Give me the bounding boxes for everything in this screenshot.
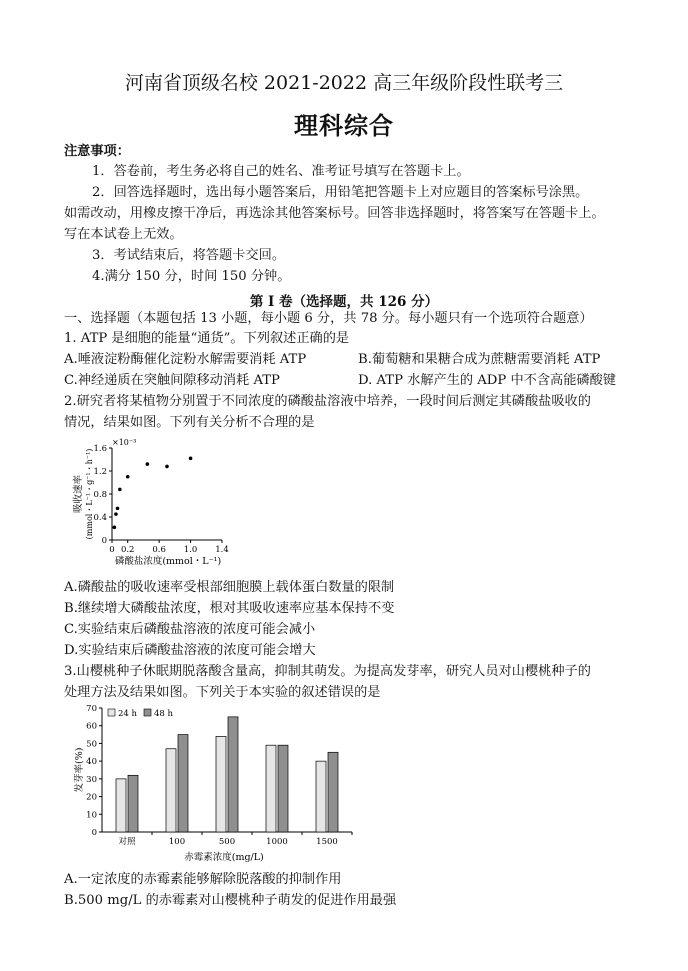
chart2-x-tick-label: 1000 [266,837,288,847]
notice-line-4: 4.满分 150 分，时间 150 分钟。 [92,269,291,284]
notice-line-1: 1．答卷前，考生务必将自己的姓名、准考证号填写在答题卡上。 [92,164,470,179]
chart1-y-tick-label: 1.6 [93,444,107,454]
chart2-y-tick-label: 0 [91,828,97,838]
chart2-bar [116,779,126,832]
chart1-y-tick-label: 1.2 [93,467,107,477]
q2-stem-1: 2.研究者将某植物分别置于不同浓度的磷酸盐溶液中培养，一段时间后测定其磷酸盐吸收的 [64,394,591,409]
chart1-y-tick-label: 0.4 [93,513,107,523]
chart2-bars [116,717,338,832]
exam-title: 河南省顶级名校 2021-2022 高三年级阶段性联考三 [124,72,564,94]
chart1-data-point [118,488,122,492]
chart2-x-ticks [118,832,352,847]
chart2-bar [278,745,288,832]
q2-option-b: B.继续增大磷酸盐浓度，根对其吸收速率应基本保持不变 [64,601,395,616]
q1-option-b: B.葡萄糖和果糖合成为蔗糖需要消耗 ATP [358,352,601,367]
legend-swatch-24h [108,709,115,716]
q3-option-b: B.500 mg/L 的赤霉素对山樱桃种子萌发的促进作用最强 [64,893,397,908]
section-1-intro: 一、选择题（本题包括 13 小题，每小题 6 分，共 78 分。每小题只有一个选项符合题意） [64,311,593,326]
chart2-axes [102,708,352,832]
chart1-x-tick-label: 1.4 [215,545,229,555]
q2-option-d: D.实验结束后磷酸盐溶液的浓度可能会增大 [64,643,316,658]
q2-option-c: C.实验结束后磷酸盐溶液的浓度可能会减小 [64,622,316,637]
chart1-x-tick-label: 1.0 [183,545,198,555]
q1-option-c: C.神经递质在突触间隙移动消耗 ATP [64,373,280,388]
section-1-title: 第 I 卷（选择题，共 126 分） [249,294,439,310]
chart1-points [113,457,193,530]
phosphate-uptake-chart [70,436,240,568]
chart2-y-tick-label: 10 [86,810,97,821]
chart1-data-point [189,457,193,461]
q2-stem-2: 情况，结果如图。下列有关分析不合理的是 [64,415,315,430]
legend-label-24h: 24 h [118,709,137,719]
chart2-x-tick-label: 1500 [316,837,338,847]
chart1-data-point [126,475,130,479]
chart1-axes [112,448,222,540]
chart2-bar [316,761,326,832]
chart2-bar [266,745,276,832]
chart2-bar [178,735,188,832]
legend-swatch-48h [144,709,151,716]
chart1-y-ticks [93,444,112,546]
q1-option-d: D. ATP 水解产生的 ADP 中不含高能磷酸键 [358,373,616,388]
chart2-y-tick-label: 50 [86,739,97,750]
chart1-x-tick-label: 0.2 [120,545,135,555]
chart2-bar [328,752,338,832]
chart2-y-tick-label: 30 [86,774,97,785]
chart2-bar [166,749,176,832]
q3-option-a: A.一定浓度的赤霉素能够解除脱落酸的抑制作用 [64,872,342,887]
chart2-x-tick-label: 100 [168,837,186,847]
chart1-y-tick-label: 0 [101,536,107,546]
chart1-ylabel: 吸收速率 [73,474,84,514]
chart1-x-ticks [109,540,228,555]
subject-title: 理科综合 [294,111,394,140]
chart1-data-point [146,462,150,466]
chart1-data-point [113,526,117,530]
chart2-legend [108,709,174,719]
chart2-y-tick-label: 40 [86,757,97,768]
legend-label-48h: 48 h [154,709,173,719]
chart1-y-tick-label: 0.8 [93,490,107,500]
chart2-bar [216,736,226,832]
notice-line-2a: 2．回答选择题时，选出每小题答案后，用铅笔把答题卡上对应题目的答案标号涂黑。 [92,185,589,200]
germination-rate-chart [74,700,370,870]
chart2-y-tick-label: 70 [86,704,97,714]
chart1-data-point [116,507,120,511]
notice-line-3: 3．考试结束后，将答题卡交回。 [92,248,286,263]
chart1-data-point [114,512,118,516]
chart2-y-tick-label: 60 [86,721,97,732]
chart2-bar [128,775,138,832]
chart2-y-ticks [86,704,102,838]
notice-line-2b: 如需改动，用橡皮擦干净后，再选涂其他答案标号。回答非选择题时，将答案写在答题卡上。 [64,206,605,221]
chart1-x-tick-label: 0.6 [152,545,166,555]
q1-option-a: A.唾液淀粉酶催化淀粉水解需要消耗 ATP [64,352,307,367]
chart1-x-tick-label: 0 [109,545,115,555]
chart2-x-tick-label: 对照 [118,837,136,847]
chart2-x-tick-label: 500 [218,837,236,847]
chart1-data-point [165,465,169,469]
notice-heading: 注意事项： [64,144,130,159]
chart1-ylabel-unit: (mmol・L⁻¹・g⁻¹・h⁻¹) [85,448,94,540]
chart2-y-tick-label: 20 [86,792,97,803]
q2-option-a: A.磷酸盐的吸收速率受根部细胞膜上载体蛋白数量的限制 [64,580,395,595]
q1-stem: 1. ATP 是细胞的能量“通货”。下列叙述正确的是 [64,331,350,346]
q3-stem-1: 3.山樱桃种子休眠期脱落酸含量高，抑制其萌发。为提高发芽率，研究人员对山樱桃种子的 [64,664,591,679]
chart1-xlabel: 磷酸盐浓度(mmol・L⁻¹) [114,556,222,567]
chart2-ylabel: 发芽率(%) [74,747,85,793]
chart2-xlabel: 赤霉素浓度(mg/L) [184,852,264,863]
chart1-multiplier: ×10⁻³ [112,438,137,447]
chart2-bar [228,717,238,832]
q3-stem-2: 处理方法及结果如图。下列关于本实验的叙述错误的是 [64,685,381,700]
notice-line-2c: 写在本试卷上无效。 [64,227,183,242]
